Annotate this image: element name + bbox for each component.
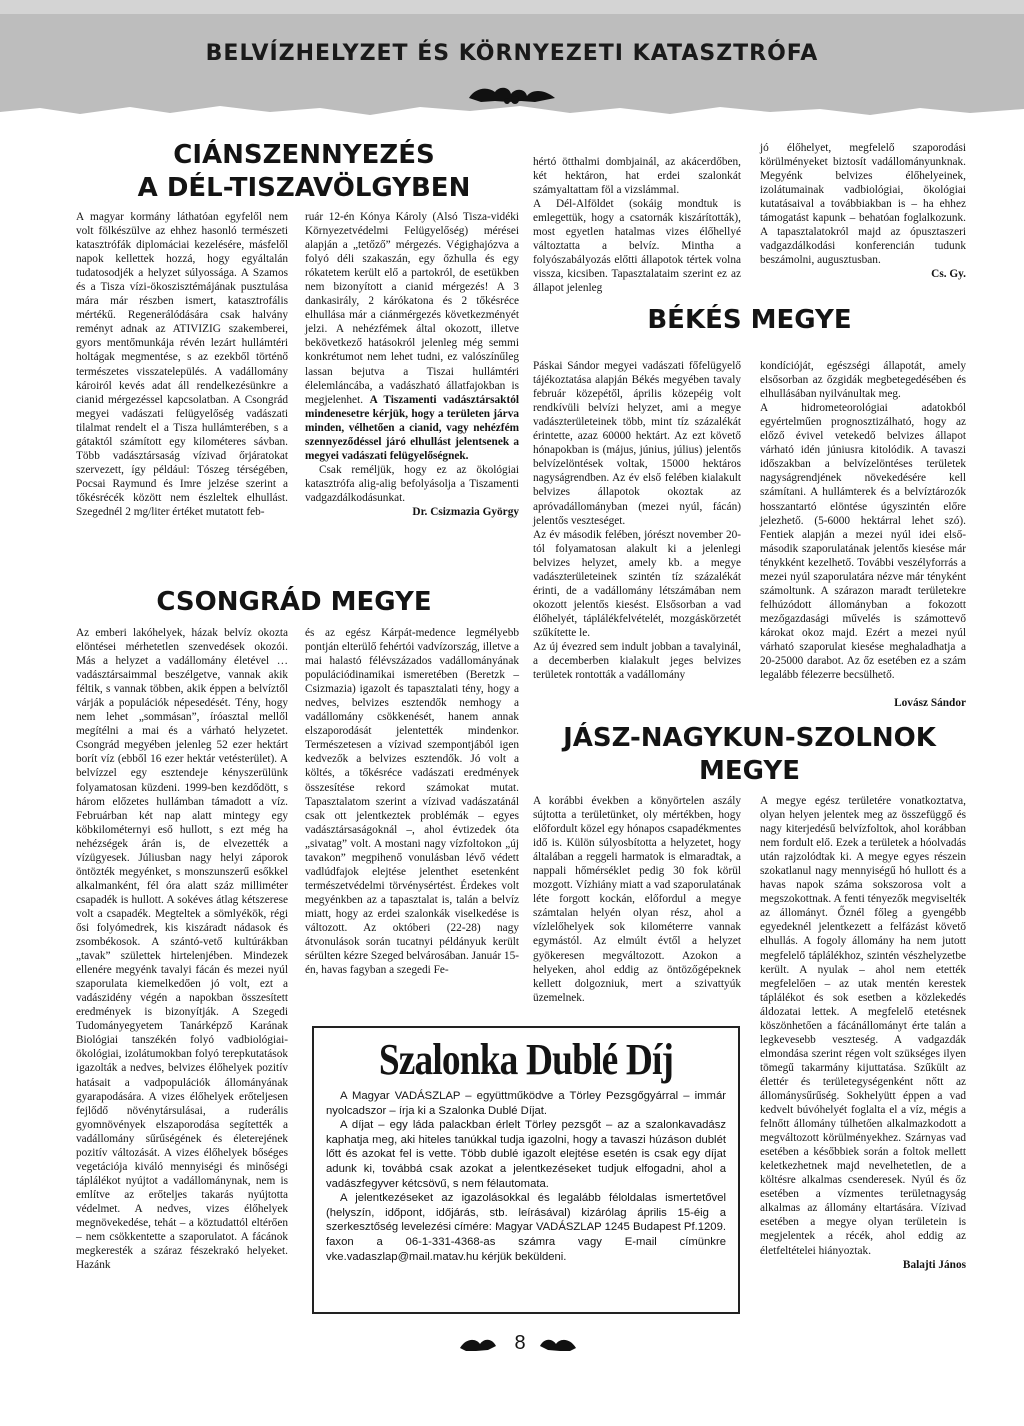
- article-title-jasz-nagykun-szolnok: [533, 722, 966, 787]
- article-paragraph: Csak reméljük, hogy ez az ökológiai katasztrófa alig-alig befolyásolja a Tiszamenti vadgazdálkodásunkat.: [305, 463, 519, 504]
- author-signature: Dr. Csizmazia György: [412, 505, 519, 518]
- article-paragraph: A korábbi években a könyörtelen aszály sújtotta a területünket, oly mértékben, hogy előfordult közel egy hónapos csapadékmentes idő is. Külön súlyosbította a helyzetet, hogy általában a reggeli harmatok is elmaradtak, a nappali hőmérséklet pedig 30 fok körül mozgott. Vízhiány miatt a vad szaporulatának léte forgott kockán, előfordul a megye számtalan helyén olyan rész, ahol a vízlelőhelyek sok kilométerre vannak egymástól. Az elmúlt évtől a helyzet gyökeresen megváltozott. Azokon a helyeken, ahol eddig az öntözőgépeknek kellett dolgozniuk, mert a szivattyúk üzemelnek.: [533, 795, 741, 1004]
- oak-leaf-right-icon: [538, 1334, 578, 1354]
- article-paragraph: jó élőhelyet, megfelelő szaporodási körülményeket biztosít vadállományunknak. Megyénk belvizes élőhelyeinek, izolátumainak vadbiológiai, ökológiai kutatásaival a továbbiakban is – ha ehhez támogatást kapunk – behatóan foglalkozunk. A tapasztalatokról majd az ópusztaszeri vadgazdálkodási konferencián tudunk beszámolni, augusztusban.: [760, 142, 966, 267]
- article-paragraph: A magyar kormány láthatóan egyfelől nem volt fölkészülve az ehhez hasonló természeti katasztrófák diplomáciai kezelésére, másfelől napok kellettek hozzá, hogy egyáltalán tudatosodjék a helyzet súlyossága. A Szamos és a Tisza vízi-ökoszisztémájának pusztulása mára már részben ismert, katasztrofális mértékű. Regenerálódására csak halvány reményt adnak az ATIVIZIG szakemberei, gyors mentőmunkája révén lezárt hullámtéri holtágak megmentése, s az ezekből történő természetes visszatelepülés. A vadállomány károiról kevés adat áll rendelkezésünkre a cianid mérgezéssel kapcsolatban. A Csongrád megyei vadászati felügyelőség vadászati tilalmat rendelt el a Tisza hullámterében, s a gátaktól számított egy kilométeres sávban. Több vadásztársaság vízivad őrjáratokat szervezett, így például: Tószeg térségében, Pocsai Raymund és Imre jelzése szerint a tőkésrécék között nem észleltek elhullást. Szegednél 2 mg/liter értéket mutatott feb-: [76, 211, 288, 518]
- article-paragraph: Az emberi lakóhelyek, házak belvíz okozta elöntései mérhetetlen szenvedések okozói. Más a helyzet a vadállomány életével … vadásztársaimmal beszélgetve, vannak akik féltik, s vannak többen, akik éppen a belvíztől várják a populációk népesedését. Tény, hogy nem lehet „sommásan”, íróasztal mellől megítélni a mai és a várható helyzetet. Csongrád megyében jelenleg 52 ezer hektárt borít víz (ebből 16 ezer hektár vetésterület). A belvízzel egy esztendeje kényszerülünk folyamatosan küzdeni. 1999-ben kezdődött, s három előzetes hullámban támadott a víz. Februárban két nap alatt mintegy egy köbkilométernyi eső hullott, s ezt még ha nehézségek árán is, de elvezették a vízügyesek. Júliusban nagy helyi záporok öntözték megyénket, s monszunszerű esőkkel alkalmanként, fél óra alatt száz milliméter csapadék is hullott. A sokéves átlag kétszerese volt a csapadék. Megteltek a sömlyékök, régi ősi folyómedrek, kis kiszáradt nádasok és zsombékosok. A szántó-vető kultúrákban „tavak” születtek hirtelenjében. Mindezek ellenére megyénk tavalyi fácán és mezei nyúl szaporulata kiemelkedően jó volt, ezt a vadászidény végén a napokban összesített eredmények is bizonyítják. A Szegedi Tudományegyetem Tanárképző Karának Biológiai tanszékén folyó vadbiológiai-ökológiai, izolátumokban folyó terepkutatások igazolták a nedves, belvizes élőhelyek pozitív hatásait a vadpopulációk állományának gyarapodására. A vizes élőhelyek erőteljesen fejlődő növénytársulásai, a ruderális gyomnövények elszaporodása segítették a vadállomány sűrűségének és életerejének pozitív változását. A vizes élőhelyek bőséges vegetációja kiváló mennyiségi és minőségi táplálékot nyújtot a vadállománynak, nem is említve az erőteljes takarás nyújtotta védelmet. A nedves, vizes élőhelyek megnövekedése, tehát – a köztudattól eltérően – nem csökkentette a szaporulatot. A fácánok megkeresték a száraz fészekrakó helyeket. Hazánk: [76, 627, 288, 1272]
- article-column: [533, 141, 741, 295]
- author-signature: Cs. Gy.: [931, 268, 966, 281]
- article-title-cianszennyezes: [74, 139, 534, 204]
- article-paragraph: A megye egész területére vonatkoztatva, olyan helyen jelentek meg az összefüggő és nagy kiterjedésű belvízfoltok, ahol korábban nem fordult elő. Ezek a területek a hóolvadás után rajzolódtak ki. A megye egyes részein szokatlanul nagy mennyiségű hó hullott és a havas napok száma sokszorosa volt a megszokottnak. A fenti tényezők megviselték az állományt. Őznél főleg a gyengébb egyedeknél jelentkezett a felfázást követő elhullás. A fogoly állomány ha nem jutott megfelelő táplálékhoz, szintén vészhelyzetbe került. A nyulak – ahol nem etették megfelelően – az utak mentén kerestek táplálékot és sok esetben a közlekedés áldozatai lettek. A megfelelő etetésnek köszönhetően a fácánállományt érte talán a legkevesebb veszteség. A vadgazdák elmondása szerint régen volt szükséges ilyen tömegű takarmány kijuttatása. Szűkült az élettér és területegységenként nőtt az állománysűrűség. Sokhelyütt éppen a vad kedvelt búvóhelyét foglalta el a víz, mégis a felnőtt állomány túlhetően alkalmazkodott a megváltozott körülményekhez. Szárnyas vad esetében a későbbiek során a foltok mellett keletkezhetnek majd nevelhetetlen, de a költésre alkalmas csenderesek. Nyúl és őz esetében a vízmentes területnagyság alkalmas az állomány eltartására. Vízivad esetében a megye olyan területein is megjelentek a récék, ahol eddig az életfeltételei hiányoztak.: [760, 795, 966, 1257]
- article-column: [305, 626, 519, 1016]
- article-paragraph: Páskai Sándor megyei vadászati főfelügyelő tájékoztatása alapján Békés megyében tavaly február közepétől, április közepéig volt rendkívüli belvízi helyzet, ami a megye vadászterületeinek több, mint tíz százalékát érintette, azaz 60000 hektárt. Az ezt követő hónapokban is (május, június, július) jelentős belvízelöntések voltak, 15000 hektáros nagyságrendben. Az év első felében kialakult belvizes állapotok okoztak az apróvadállományban (mezei nyúl, fácán) jelentős veszteséget. Az év második felében, jórészt november 20-tól folyamatosan alakult ki a jelenlegi belvizes helyzet, amely kb. a megye vadászterületeinek szintén tíz százalékát érinti, de a vadállomány létszámában nem okozott jelentős kiesést. Elsősorban a vad élőhelyét, táplálékfelvételét, mozgáskörzetét szűkítette le. Az új évezred sem indult jobban a tavalyinál, a decemberben kialakult jeges belvizes területek rontották a vadállomány: [533, 360, 741, 682]
- article-column: [305, 210, 519, 560]
- oak-leaf-ornament-icon: [465, 80, 559, 106]
- article-title-csongrad: CSONGRÁD MEGYE: [156, 587, 432, 617]
- announcement-paragraph: A díjat – egy láda palackban érlelt Törley pezsgőt – az a szalonkavadász kaphatja meg, aki hiteles tanúkkal tudja igazolni, hogy a tavaszi húzáson dublét lőtt és azokat fel is vette. Több dublé igazolt elejtése esetén is csak egy díjat adunk ki, továbbá csak azokat a jelentkezéseket tudjuk elfogadni, ahol a vadászfegyver kétcsövű, s nem félautomata.: [326, 1119, 726, 1190]
- article-column: [76, 626, 288, 1314]
- article-column: [76, 210, 288, 562]
- page-number: 8: [514, 1332, 526, 1354]
- article-paragraph: és az egész Kárpát-medence legmélyebb pontján elterülő fehértói vadvízország, illetve a mai halastó félévszázados vadállományának populációdinamikai ismeretében (Beretzk – Csizmazia) igazolt és tapasztalati tény, hogy a nedves, belvizes esztendők nemhogy a vadállomány csökkenését, hanem annak elszaporodását jelentették mindenkor. Természetesen a vízivad szempontjából igen kedvezők a belvizes esztendők. Jó volt a költés, a tőkésréce vadászati eredmények összesítése rekord számokat mutat. Tapasztalatom szerint a vízivad vadászatánál csak ott jelentkeztek problémák – egyes vadásztársaságoknál –, ahol évtizedek óta „sivatag” volt. A mostani nagy vízfoltokon „új tavakon” megpihenő vonulásban lévő védett vadlúdfajok elejtése jelenthet esetenként természetvédelmi törvénysértést. Érdekes volt megyénkben az a tapasztalat is, talán a belvíz miatt, hogy az erdei szalonkák viselkedése is változott. Az októberi (22-28) nagy átvonulások során tucatnyi példányuk került sérülten kézre Szeged belvárosában. Január 15-én, havas fagyban a szegedi Fe-: [305, 627, 519, 977]
- announcement-box: [312, 1026, 740, 1314]
- section-title: BELVÍZHELYZET ÉS KÖRNYEZETI KATASZTRÓFA: [205, 41, 819, 66]
- announcement-paragraph: A jelentkezéseket az igazolásokkal és legalább féloldalas ismertetővel (helyszín, időpont, időjárás, stb. leírásával) kizárólag április 15-éig a szerkesztőség levelezési címére: Magyar VADÁSZLAP 1245 Budapest Pf.1209. faxon a 06-1-331-4368-as számra vagy E-mail címünkre vke.vadaszlap@mail.matav.hu kérjük beküldeni.: [326, 1192, 726, 1263]
- article-paragraph: hértó ötthalmi dombjainál, az akácerdőben, két hektáron, hat erdei szalonkát számyaltattam föl a vizslámmal. A Dél-Alföldet (sokáig mondtuk is emlegettük, hogy a csatornák kiszárították), most egyetlen hatalmas vizes élőhellyé változtatta a belvíz. Mintha a folyószabályozás előtti állapotok tértek volna vissza, kicsiben. Tapasztalataim szerint ez az állapot jelenleg: [533, 156, 741, 295]
- author-signature: Balajti János: [902, 1258, 966, 1271]
- title-line-2: MEGYE: [699, 755, 800, 786]
- article-column: [533, 345, 741, 697]
- oak-leaf-left-icon: [458, 1334, 498, 1354]
- article-column: [760, 794, 966, 1314]
- author-signature: Lovász Sándor: [894, 697, 966, 710]
- article-column: [760, 345, 966, 710]
- banner-top-strip: [0, 0, 1024, 14]
- article-column: [533, 794, 741, 1018]
- article-title-bekes: BÉKÉS MEGYE: [647, 305, 852, 335]
- title-line-2: A DÉL-TISZAVÖLGYBEN: [137, 172, 471, 203]
- title-line-1: JÁSZ-NAGYKUN-SZOLNOK: [563, 723, 936, 753]
- article-paragraph: kondícióját, egészségi állapotát, amely elsősorban az őzgidák megbetegedésében és elhullásában nyilvánultak meg. A hidrometeorológiai adatokból egyértelműen prognosztizálható, hogy az előző évivel vetekedő belvizes állapot várható idén júniusra kitolódik. A tavaszi időszakban a belvízelöntéses területek nagyságrendjének növekedésére kell számítani. A hullámterek és a belvíztározók hosszantartó elöntése úgyszintén előre jelezhető. (5-6000 hektárral lehet szó). Fentiek alapján a mezei nyúl idei első-második szaporulatának jelentős kiesése már ténykként kezelhető. További veszélyforrás a mezei nyúl szaporulatára nézve már tényként számoltunk. A szárazon maradt területekre felhúzódott állományban a fokozott mezőgazdasági művelés is számottevő károkat okoz majd. Ezért a mezei nyúl várható szaporulat kiesése meghaladhatja a 20-25000 darabot. Az őz esetében ez a szám legalább félezerre becsülhető.: [760, 360, 966, 682]
- announcement-body: [314, 1089, 738, 1264]
- article-paragraph: ruár 12-én Kónya Károly (Alsó Tisza-vidéki Környezetvédelmi Felügyelőség) mérései alapján a „tetőző” mérgezés. Végighajózva a folyó déli szakaszán, egy őzhulla és egy rókatetem került elő a partokról, de esetükben nem bizonyított a cianid mérgezés! A 3 dankasirály, 2 kárókatona és 2 tőkésréce elhullása már a ciánmérgezés következményét jelzi. A nehézfémek által okozott, illetve bekövetkező hatásokról jelenleg még semmi konkrétumot nem lehet tudni, ez valószínűleg lassan bejutva a Tiszai hullámtéri élelemláncába, a vadászható állatfajokban is megjelenhet.: [305, 211, 519, 406]
- article-bold-request: A Tiszamenti vadásztársaktól mindenesetre kérjük, hogy a területen járva minden, vélhetően a cianid, vagy nehézfém szennyeződéssel járó elhullást jelentsenek a megyei vadászati felügyelőségnek.: [305, 393, 520, 462]
- announcement-title: Szalonka Dublé Díj: [378, 1035, 674, 1084]
- article-column: [760, 141, 966, 281]
- announcement-paragraph: A Magyar VADÁSZLAP – együttműködve a Törley Pezsgőgyárral – immár nyolcadszor – írja ki a Szalonka Dublé Díjat.: [326, 1090, 726, 1117]
- section-banner: [0, 0, 1024, 122]
- title-line-1: CIÁNSZENNYEZÉS: [173, 140, 435, 170]
